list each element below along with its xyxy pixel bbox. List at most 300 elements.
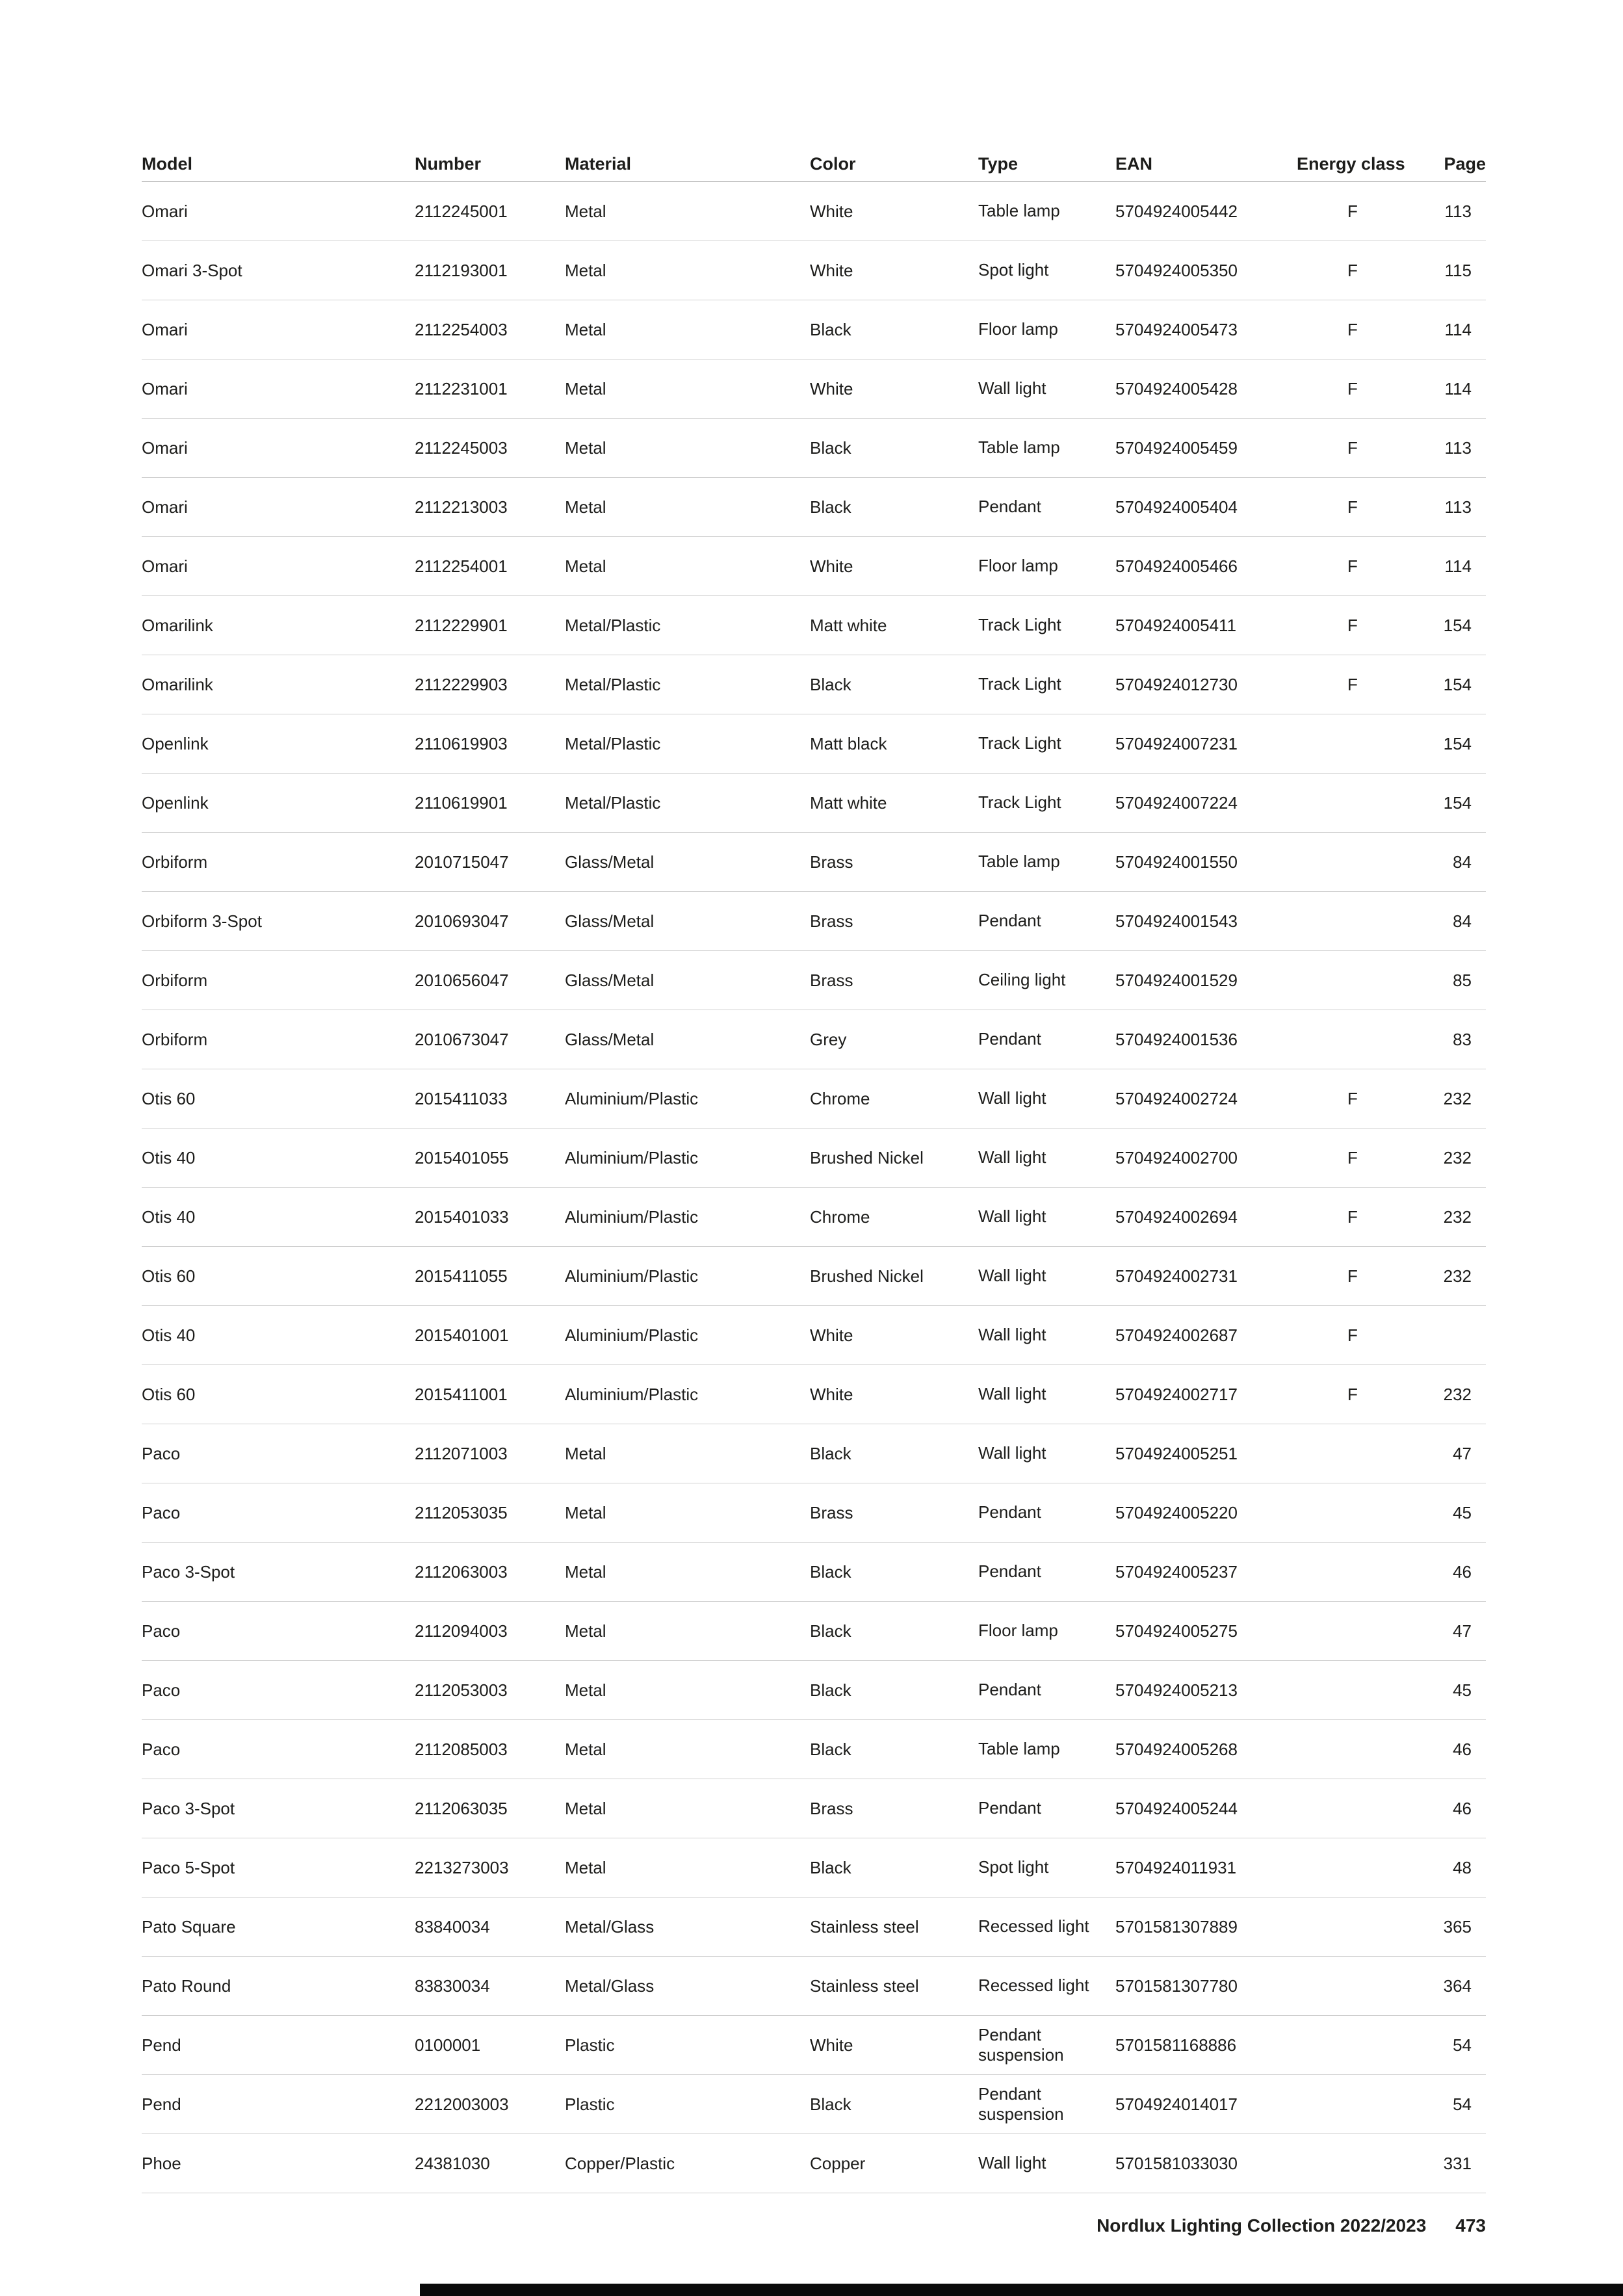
cell-page: 54 — [1453, 2094, 1472, 2114]
cell-type: Floor lamp — [978, 1621, 1058, 1641]
cell-number: 2015411001 — [415, 1384, 508, 1404]
cell-ean: 5704924005411 — [1115, 615, 1237, 635]
cell-ean: 5704924002731 — [1115, 1266, 1238, 1286]
cell-number: 2112053035 — [415, 1502, 508, 1522]
cell-material: Metal — [565, 319, 606, 339]
cell-number: 83830034 — [415, 1976, 490, 1996]
cell-model: Omari — [142, 497, 188, 517]
table-row — [142, 892, 1486, 951]
cell-number: 2112053003 — [415, 1680, 508, 1700]
cell-type: Spot light — [978, 1857, 1049, 1877]
cell-energy-class: F — [1347, 1147, 1358, 1168]
cell-color: Matt white — [810, 615, 887, 635]
cell-number: 83840034 — [415, 1916, 490, 1937]
cell-material: Aluminium/Plastic — [565, 1266, 699, 1286]
table-row — [142, 1128, 1486, 1188]
cell-color: White — [810, 378, 853, 398]
cell-number: 2110619903 — [415, 733, 508, 753]
cell-model: Paco 3-Spot — [142, 1561, 235, 1582]
cell-ean: 5701581033030 — [1115, 2153, 1238, 2173]
cell-page: 114 — [1444, 378, 1472, 398]
cell-page: 331 — [1443, 2153, 1472, 2173]
cell-page: 45 — [1453, 1680, 1472, 1700]
cell-color: Brass — [810, 1502, 853, 1522]
cell-model: Phoe — [142, 2153, 181, 2173]
cell-type: Track Light — [978, 615, 1061, 635]
table-row — [142, 1365, 1486, 1424]
cell-energy-class: F — [1347, 556, 1358, 576]
cell-number: 2112063035 — [415, 1798, 508, 1818]
table-header-row — [142, 146, 1486, 182]
cell-material: Metal/Glass — [565, 1916, 655, 1937]
cell-model: Paco — [142, 1739, 181, 1759]
cell-page: 232 — [1443, 1266, 1472, 1286]
cell-model: Paco — [142, 1680, 181, 1700]
table-row — [142, 1779, 1486, 1838]
cell-ean: 5704924011931 — [1115, 1857, 1237, 1877]
product-index-table — [142, 146, 1486, 2193]
cell-ean: 5704924002717 — [1115, 1384, 1238, 1404]
cell-type: Pendant — [978, 1561, 1041, 1582]
cell-model: Pato Square — [142, 1916, 236, 1937]
table-row — [142, 1483, 1486, 1543]
table-row — [142, 1010, 1486, 1069]
cell-type: Wall light — [978, 378, 1046, 398]
cell-page: 232 — [1443, 1207, 1472, 1227]
cell-material: Aluminium/Plastic — [565, 1384, 699, 1404]
footer-text: Nordlux Lighting Collection 2022/2023 — [1097, 2215, 1427, 2236]
cell-ean: 5704924014017 — [1115, 2094, 1238, 2114]
cell-ean: 5704924002700 — [1115, 1147, 1238, 1168]
cell-energy-class: F — [1347, 1088, 1358, 1108]
cell-energy-class: F — [1347, 319, 1358, 339]
cell-ean: 5704924002724 — [1115, 1088, 1238, 1108]
column-header-model: Model — [142, 153, 192, 174]
cell-type: Recessed light — [978, 1976, 1089, 1996]
cell-page: 154 — [1443, 733, 1472, 753]
cell-number: 2112229903 — [415, 674, 508, 694]
table-row — [142, 1720, 1486, 1779]
cell-type: Pendant suspension — [978, 2083, 1064, 2124]
cell-page: 84 — [1453, 852, 1472, 872]
cell-type: Recessed light — [978, 1916, 1089, 1937]
cell-color: Stainless steel — [810, 1916, 919, 1937]
cell-number: 2112094003 — [415, 1621, 508, 1641]
table-row — [142, 537, 1486, 596]
cell-ean: 5704924005466 — [1115, 556, 1238, 576]
cell-model: Paco 3-Spot — [142, 1798, 235, 1818]
cell-ean: 5704924005244 — [1115, 1798, 1238, 1818]
cell-number: 2213273003 — [415, 1857, 509, 1877]
cell-model: Omari — [142, 556, 188, 576]
cell-energy-class: F — [1347, 1325, 1358, 1345]
column-header-color: Color — [810, 153, 856, 174]
cell-ean: 5704924002687 — [1115, 1325, 1238, 1345]
cell-type: Track Light — [978, 733, 1061, 753]
table-body — [142, 182, 1486, 2193]
cell-type: Spot light — [978, 260, 1049, 280]
cell-model: Otis 40 — [142, 1147, 196, 1168]
cell-color: Brass — [810, 1798, 853, 1818]
cell-ean: 5704924005268 — [1115, 1739, 1238, 1759]
table-row — [142, 1898, 1486, 1957]
cell-ean: 5704924002694 — [1115, 1207, 1238, 1227]
cell-type: Table lamp — [978, 852, 1060, 872]
cell-color: Grey — [810, 1029, 847, 1049]
cell-number: 2010693047 — [415, 911, 509, 931]
table-row — [142, 951, 1486, 1010]
cell-color: Matt black — [810, 733, 887, 753]
cell-material: Aluminium/Plastic — [565, 1088, 699, 1108]
cell-model: Paco — [142, 1621, 181, 1641]
cell-type: Pendant — [978, 1680, 1041, 1700]
cell-type: Ceiling light — [978, 970, 1066, 990]
cell-color: Brass — [810, 852, 853, 872]
cell-page: 46 — [1453, 1798, 1472, 1818]
cell-color: Black — [810, 1857, 851, 1877]
cell-page: 85 — [1453, 970, 1472, 990]
cell-page: 45 — [1453, 1502, 1472, 1522]
cell-ean: 5704924005213 — [1115, 1680, 1238, 1700]
table-row — [142, 419, 1486, 478]
cell-color: Brass — [810, 970, 853, 990]
cell-color: Black — [810, 674, 851, 694]
cell-page: 47 — [1453, 1443, 1472, 1463]
cell-number: 2015411033 — [415, 1088, 508, 1108]
cell-model: Omari 3-Spot — [142, 260, 242, 280]
cell-energy-class: F — [1347, 674, 1358, 694]
cell-number: 2110619901 — [415, 792, 508, 813]
cell-material: Copper/Plastic — [565, 2153, 675, 2173]
cell-page: 154 — [1443, 615, 1472, 635]
cell-model: Omari — [142, 378, 188, 398]
table-row — [142, 2075, 1486, 2134]
cell-material: Glass/Metal — [565, 911, 655, 931]
table-row — [142, 1188, 1486, 1247]
cell-type: Pendant suspension — [978, 2024, 1064, 2065]
cell-material: Metal — [565, 1680, 606, 1700]
cell-color: Black — [810, 497, 851, 517]
cell-model: Orbiform — [142, 1029, 208, 1049]
cell-model: Orbiform — [142, 852, 208, 872]
table-row — [142, 774, 1486, 833]
cell-type: Pendant — [978, 911, 1041, 931]
cell-page: 47 — [1453, 1621, 1472, 1641]
table-row — [142, 1306, 1486, 1365]
cell-model: Omarilink — [142, 674, 213, 694]
cell-number: 2015401055 — [415, 1147, 509, 1168]
cell-ean: 5704924005473 — [1115, 319, 1238, 339]
cell-material: Aluminium/Plastic — [565, 1207, 699, 1227]
cell-energy-class: F — [1347, 378, 1358, 398]
cell-page: 46 — [1453, 1561, 1472, 1582]
cell-page: 46 — [1453, 1739, 1472, 1759]
page-bottom-bar — [420, 2284, 1623, 2296]
cell-number: 2112231001 — [415, 378, 508, 398]
cell-energy-class: F — [1347, 615, 1358, 635]
table-row — [142, 1543, 1486, 1602]
cell-material: Glass/Metal — [565, 970, 655, 990]
table-row — [142, 1247, 1486, 1306]
table-row — [142, 714, 1486, 774]
cell-ean: 5704924012730 — [1115, 674, 1238, 694]
cell-color: Black — [810, 1621, 851, 1641]
cell-page: 84 — [1453, 911, 1472, 931]
table-row — [142, 2016, 1486, 2075]
cell-number: 24381030 — [415, 2153, 490, 2173]
cell-number: 2112193001 — [415, 260, 508, 280]
cell-model: Pend — [142, 2035, 181, 2055]
cell-page: 113 — [1444, 497, 1472, 517]
cell-number: 2112245001 — [415, 201, 508, 221]
cell-type: Pendant — [978, 1029, 1041, 1049]
cell-type: Wall light — [978, 1147, 1046, 1168]
table-row — [142, 2134, 1486, 2193]
cell-color: Black — [810, 1680, 851, 1700]
table-row — [142, 1838, 1486, 1898]
cell-page: 154 — [1443, 674, 1472, 694]
cell-material: Aluminium/Plastic — [565, 1325, 699, 1345]
cell-color: Matt white — [810, 792, 887, 813]
cell-material: Metal — [565, 260, 606, 280]
table-row — [142, 241, 1486, 300]
cell-model: Otis 40 — [142, 1207, 196, 1227]
cell-ean: 5704924005350 — [1115, 260, 1238, 280]
cell-material: Metal/Plastic — [565, 615, 661, 635]
cell-number: 2112213003 — [415, 497, 508, 517]
cell-number: 2015401001 — [415, 1325, 509, 1345]
cell-ean: 5704924001529 — [1115, 970, 1238, 990]
cell-energy-class: F — [1347, 437, 1358, 458]
cell-page: 232 — [1443, 1384, 1472, 1404]
cell-ean: 5704924005220 — [1115, 1502, 1238, 1522]
column-header-ean: EAN — [1115, 153, 1153, 174]
cell-material: Metal — [565, 1443, 606, 1463]
cell-material: Metal — [565, 1621, 606, 1641]
cell-color: Brass — [810, 911, 853, 931]
cell-model: Pato Round — [142, 1976, 231, 1996]
cell-type: Wall light — [978, 2153, 1046, 2173]
cell-energy-class: F — [1347, 1384, 1358, 1404]
cell-material: Glass/Metal — [565, 852, 655, 872]
cell-type: Wall light — [978, 1384, 1046, 1404]
cell-energy-class: F — [1347, 1207, 1358, 1227]
cell-type: Table lamp — [978, 201, 1060, 221]
cell-material: Plastic — [565, 2035, 615, 2055]
table-row — [142, 300, 1486, 359]
cell-model: Omari — [142, 437, 188, 458]
cell-ean: 5704924005459 — [1115, 437, 1238, 458]
cell-material: Metal/Plastic — [565, 733, 661, 753]
cell-color: Brushed Nickel — [810, 1147, 924, 1168]
cell-ean: 5704924005275 — [1115, 1621, 1238, 1641]
cell-number: 2010715047 — [415, 852, 509, 872]
cell-model: Orbiform 3-Spot — [142, 911, 262, 931]
cell-model: Paco 5-Spot — [142, 1857, 235, 1877]
column-header-material: Material — [565, 153, 632, 174]
cell-type: Floor lamp — [978, 319, 1058, 339]
table-row — [142, 1661, 1486, 1720]
column-header-number: Number — [415, 153, 482, 174]
cell-number: 2212003003 — [415, 2094, 509, 2114]
cell-type: Floor lamp — [978, 556, 1058, 576]
cell-material: Metal — [565, 1798, 606, 1818]
column-header-energy-class: Energy class — [1297, 153, 1405, 174]
cell-number: 0100001 — [415, 2035, 481, 2055]
table-row — [142, 1957, 1486, 2016]
cell-color: Chrome — [810, 1088, 870, 1108]
cell-material: Metal/Plastic — [565, 792, 661, 813]
cell-page: 54 — [1453, 2035, 1472, 2055]
table-row — [142, 1069, 1486, 1128]
cell-type: Wall light — [978, 1207, 1046, 1227]
cell-color: Copper — [810, 2153, 866, 2173]
cell-energy-class: F — [1347, 201, 1358, 221]
cell-page: 113 — [1444, 201, 1472, 221]
column-header-page: Page — [1444, 153, 1486, 174]
cell-color: White — [810, 1325, 853, 1345]
cell-type: Track Light — [978, 674, 1061, 694]
cell-ean: 5704924001543 — [1115, 911, 1238, 931]
cell-material: Glass/Metal — [565, 1029, 655, 1049]
cell-material: Metal — [565, 1739, 606, 1759]
cell-color: White — [810, 260, 853, 280]
cell-page: 114 — [1444, 556, 1472, 576]
cell-material: Metal/Plastic — [565, 674, 661, 694]
cell-model: Openlink — [142, 733, 209, 753]
cell-ean: 5704924001550 — [1115, 852, 1238, 872]
cell-model: Pend — [142, 2094, 181, 2114]
table-row — [142, 359, 1486, 419]
cell-material: Aluminium/Plastic — [565, 1147, 699, 1168]
cell-type: Wall light — [978, 1325, 1046, 1345]
cell-page: 113 — [1444, 437, 1472, 458]
cell-page: 232 — [1443, 1147, 1472, 1168]
cell-model: Paco — [142, 1502, 181, 1522]
cell-ean: 5704924005251 — [1115, 1443, 1238, 1463]
cell-material: Metal — [565, 497, 606, 517]
cell-page: 83 — [1453, 1029, 1472, 1049]
cell-page: 365 — [1443, 1916, 1472, 1937]
cell-type: Track Light — [978, 792, 1061, 813]
table-row — [142, 182, 1486, 241]
cell-color: Brushed Nickel — [810, 1266, 924, 1286]
cell-number: 2015411055 — [415, 1266, 508, 1286]
cell-number: 2015401033 — [415, 1207, 509, 1227]
cell-ean: 5704924007224 — [1115, 792, 1238, 813]
cell-material: Metal/Glass — [565, 1976, 655, 1996]
cell-number: 2112245003 — [415, 437, 508, 458]
cell-ean: 5704924005428 — [1115, 378, 1238, 398]
cell-type: Table lamp — [978, 1739, 1060, 1759]
cell-ean: 5704924005237 — [1115, 1561, 1238, 1582]
cell-energy-class: F — [1347, 260, 1358, 280]
cell-page: 115 — [1444, 260, 1472, 280]
table-row — [142, 478, 1486, 537]
footer-page-number: 473 — [1455, 2215, 1486, 2236]
table-row — [142, 833, 1486, 892]
cell-color: Black — [810, 319, 851, 339]
cell-model: Otis 60 — [142, 1266, 196, 1286]
cell-model: Otis 40 — [142, 1325, 196, 1345]
cell-number: 2112063003 — [415, 1561, 508, 1582]
cell-number: 2112254001 — [415, 556, 508, 576]
cell-page: 48 — [1453, 1857, 1472, 1877]
cell-type: Wall light — [978, 1088, 1046, 1108]
cell-number: 2112229901 — [415, 615, 508, 635]
table-row — [142, 596, 1486, 655]
cell-material: Metal — [565, 201, 606, 221]
cell-energy-class: F — [1347, 1266, 1358, 1286]
cell-type: Table lamp — [978, 437, 1060, 458]
page-footer — [142, 2215, 1486, 2236]
cell-number: 2010656047 — [415, 970, 509, 990]
cell-page: 154 — [1443, 792, 1472, 813]
cell-color: Black — [810, 2094, 851, 2114]
cell-color: Black — [810, 437, 851, 458]
cell-material: Metal — [565, 1561, 606, 1582]
cell-model: Orbiform — [142, 970, 208, 990]
cell-ean: 5704924005442 — [1115, 201, 1238, 221]
cell-type: Pendant — [978, 1502, 1041, 1522]
cell-ean: 5701581307889 — [1115, 1916, 1238, 1937]
cell-number: 2112254003 — [415, 319, 508, 339]
cell-ean: 5704924007231 — [1115, 733, 1238, 753]
cell-material: Metal — [565, 437, 606, 458]
cell-energy-class: F — [1347, 497, 1358, 517]
cell-page: 364 — [1443, 1976, 1472, 1996]
cell-color: Black — [810, 1443, 851, 1463]
cell-color: White — [810, 1384, 853, 1404]
cell-material: Metal — [565, 1502, 606, 1522]
cell-ean: 5704924005404 — [1115, 497, 1238, 517]
cell-color: Chrome — [810, 1207, 870, 1227]
cell-number: 2112071003 — [415, 1443, 508, 1463]
table-row — [142, 655, 1486, 714]
cell-model: Paco — [142, 1443, 181, 1463]
cell-ean: 5701581168886 — [1115, 2035, 1237, 2055]
cell-number: 2112085003 — [415, 1739, 508, 1759]
cell-model: Otis 60 — [142, 1088, 196, 1108]
cell-material: Metal — [565, 378, 606, 398]
table-row — [142, 1602, 1486, 1661]
cell-type: Pendant — [978, 497, 1041, 517]
cell-page: 114 — [1444, 319, 1472, 339]
cell-color: White — [810, 556, 853, 576]
cell-color: Black — [810, 1739, 851, 1759]
column-header-type: Type — [978, 153, 1019, 174]
cell-material: Metal — [565, 556, 606, 576]
cell-model: Omari — [142, 319, 188, 339]
cell-type: Wall light — [978, 1443, 1046, 1463]
cell-color: White — [810, 201, 853, 221]
cell-page: 232 — [1443, 1088, 1472, 1108]
cell-model: Omarilink — [142, 615, 213, 635]
cell-ean: 5701581307780 — [1115, 1976, 1238, 1996]
cell-color: White — [810, 2035, 853, 2055]
cell-number: 2010673047 — [415, 1029, 509, 1049]
cell-color: Stainless steel — [810, 1976, 919, 1996]
cell-material: Plastic — [565, 2094, 615, 2114]
cell-ean: 5704924001536 — [1115, 1029, 1238, 1049]
cell-model: Openlink — [142, 792, 209, 813]
cell-type: Wall light — [978, 1266, 1046, 1286]
cell-material: Metal — [565, 1857, 606, 1877]
table-row — [142, 1424, 1486, 1483]
cell-model: Otis 60 — [142, 1384, 196, 1404]
cell-model: Omari — [142, 201, 188, 221]
cell-color: Black — [810, 1561, 851, 1582]
